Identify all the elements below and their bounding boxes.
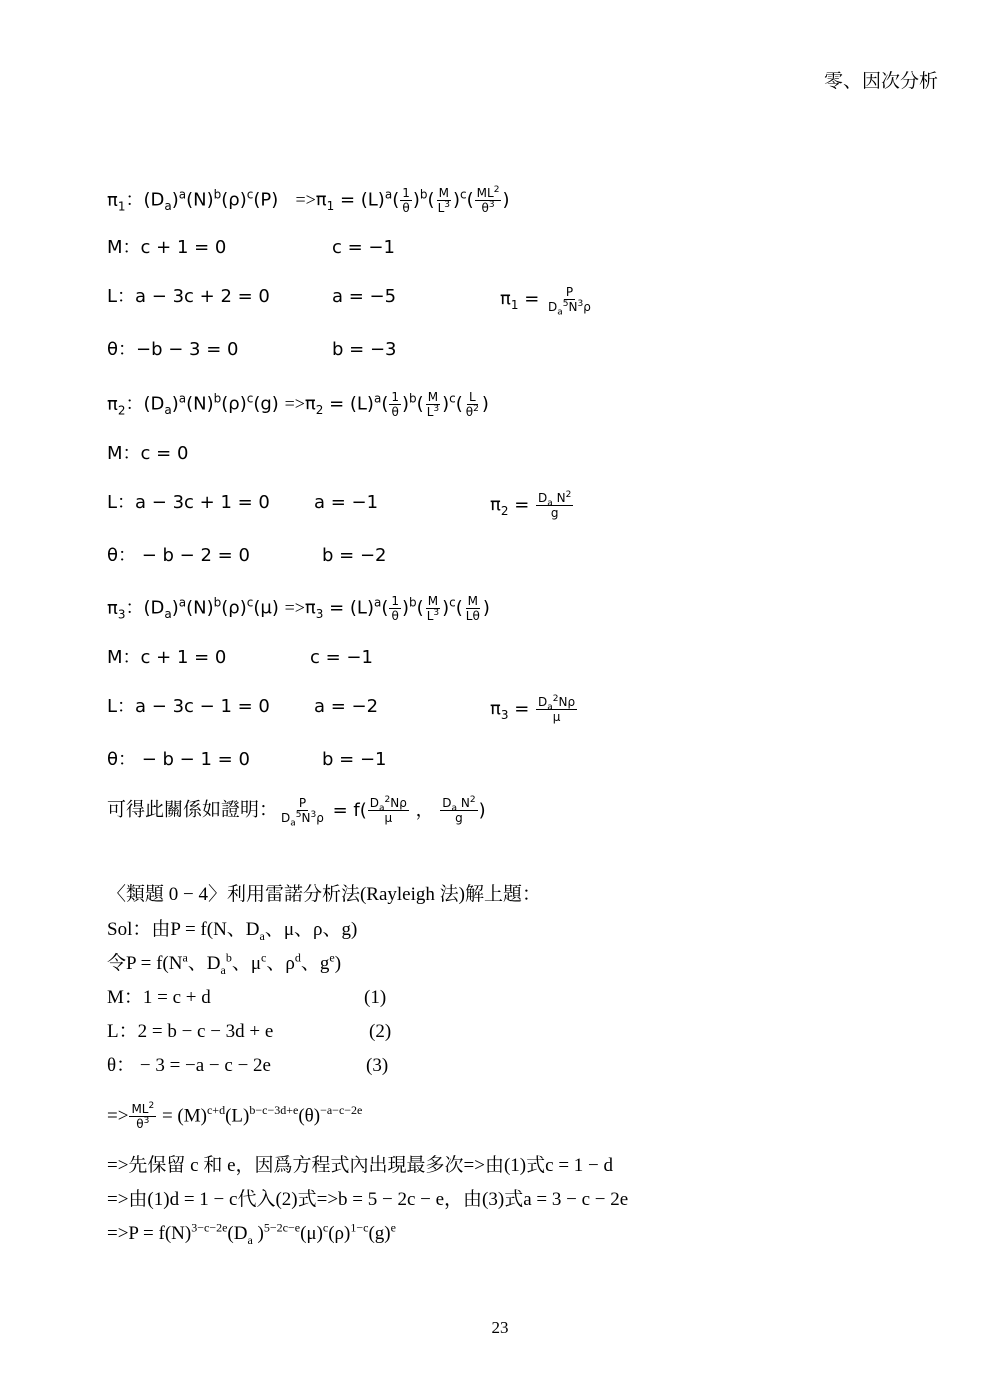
pi1-definition: $\pi_1$：$(D_a)^a(N)^b(\rho)^c(P) =>\pi_1 = (L)^a$( $\frac{1}{\theta}$ )$^b$( $\frac{M}{L^3}$ )$^c$( $\frac{ML^2}{\theta^3}$ )	[107, 185, 510, 215]
b-result-1: b = −3	[332, 339, 397, 360]
l-equation-3: L：a − 3c − 1 = 0	[107, 696, 270, 717]
m-equation-1: M：c + 1 = 0	[107, 237, 227, 258]
m-balance-number: (1)	[364, 987, 387, 1008]
pi2-result: $\pi_2$ = $\frac{D_a N^2}{g}$	[490, 490, 572, 520]
pi3-definition: $\pi_3$：$(D_a)^a(N)^b(\rho)^c(\mu) =>\pi_3 = (L)^a$( $\frac{1}{\theta}$ )$^b$( $\frac{M}{L^3}$ )$^c$( $\frac{M}{L\theta}$ )	[107, 594, 490, 623]
sol-line: Sol：由P = f(N、$D_a$、μ、ρ、g)	[107, 919, 358, 943]
example-title: 〈類題 0 − 4〉利用雷諾分析法(Rayleigh 法)解上題：	[107, 884, 541, 905]
l-equation-2: L：a − 3c + 1 = 0	[107, 492, 270, 513]
a-result-1: a = −5	[332, 286, 397, 307]
pi1-result: $\pi_1$ = $\frac{P}{D_a^5N^3\rho}$	[500, 285, 591, 318]
l-equation-1: L：a − 3c + 2 = 0	[107, 286, 270, 307]
pi1-symbol: $\pi_1$	[107, 189, 126, 214]
b-result-3: b = −1	[322, 749, 387, 770]
theta-equation-1: θ：−b − 3 = 0	[107, 339, 239, 360]
dimension-equation: => $\frac{ML^2}{\theta^3}$ = $(M)^{c+d}(L)^{b-c-3d+e}(\theta)^{-a-c-2e}$	[107, 1101, 363, 1131]
a-result-3: a = −2	[314, 696, 379, 717]
theta-balance: θ： − 3 = −a − c − 2e	[107, 1055, 271, 1076]
chapter-header: 零、因次分析	[823, 71, 938, 92]
pi3-symbol: $\pi_3$	[107, 597, 126, 622]
l-balance: L：2 = b − c − 3d + e	[107, 1021, 274, 1042]
l-balance-number: (2)	[369, 1021, 392, 1042]
let-line: 令$P = f(N^a$、$D_a^b$、$\mu^c$、$\rho^d$、$g^e$)	[107, 950, 342, 977]
substitution-line: =>由(1)d = 1 − c代入(2)式=>b = 5 − 2c − e，由(3)式a = 3 − c − 2e	[107, 1189, 629, 1210]
conclusion-line: 可得此關係如證明： $\frac{P}{D_a^5N^3\rho}$ = f( $\frac{D_a^2N\rho}{\mu}$ ， $\frac{D_a N^2}{g}$ )	[107, 795, 486, 829]
b-result-2: b = −2	[322, 545, 387, 566]
m-balance: M：1 = c + d	[107, 987, 211, 1008]
keep-variables-line: =>先保留 c 和 e，因爲方程式內出現最多次=>由(1)式c = 1 − d	[107, 1155, 613, 1176]
pi2-symbol: $\pi_2$	[107, 393, 126, 418]
final-result: $=>P = f(N)^{3-c-2e}(D_a$ )$^{5-2c-e}(\mu)^c(\rho)^{1-c}(g)^e$	[107, 1220, 396, 1247]
page-number: 23	[491, 1318, 509, 1337]
theta-equation-2: θ： − b − 2 = 0	[107, 545, 250, 566]
a-result-2: a = −1	[314, 492, 379, 513]
m-equation-2: M：c = 0	[107, 443, 189, 464]
c-result-3: c = −1	[310, 647, 373, 668]
c-result-1: c = −1	[332, 237, 395, 258]
pi2-definition: $\pi_2$：$(D_a)^a(N)^b(\rho)^c(g) =>\pi_2 = (L)^a$( $\frac{1}{\theta}$ )$^b$( $\frac{M}{L^3}$ )$^c$( $\frac{L}{\theta^2}$ )	[107, 390, 489, 419]
theta-equation-3: θ： − b − 1 = 0	[107, 749, 250, 770]
m-equation-3: M：c + 1 = 0	[107, 647, 227, 668]
pi3-result: $\pi_3$ = $\frac{D_a^2N\rho}{\mu}$	[490, 694, 576, 724]
theta-balance-number: (3)	[366, 1055, 389, 1076]
